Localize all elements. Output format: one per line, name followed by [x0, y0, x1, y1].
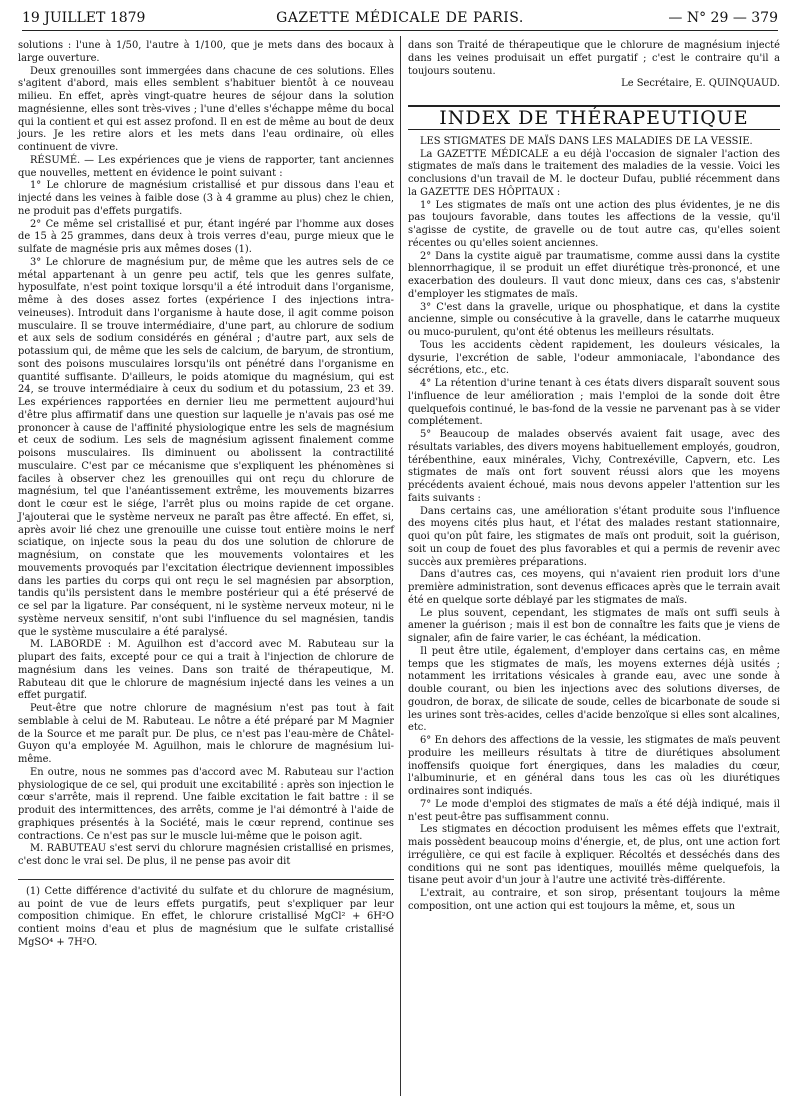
right-column	[408, 40, 780, 914]
paragraph: 3° C'est dans la gravelle, urique ou phosphatique, et dans la cystite ancienne, simple ou consécutive à la gravelle, dans le catarrhe muqueux ou muco-purulent, qu'ont été obtenus les meilleurs résultats.	[408, 301, 780, 338]
paragraph: En outre, nous ne sommes pas d'accord avec M. Rabuteau sur l'action physiologique de ce sel, qui produit une excitabilité : après son injection le cœur s'arrête, mais il reprend. Une faible excitation le fait battre : il se produit des intermittences, des arrêts, comme je l'ai démontré à l'aide de graphiques présentés à la Société, mais le cœur reprend, continue ses contractions. Ce n'est pas sur le muscle lui-même que le poison agit.	[18, 766, 394, 842]
paragraph: Peut-être que notre chlorure de magnésium n'est pas tout à fait semblable à celui de M. Rabuteau. Le nôtre a été préparé par M Magnier de la Source et me paraît pur. De plus, ce n'est pas l'eau-mère de Châtel-Guyon qu'a employée M. Aguilhon, mais le chlorure de magnésium lui-même.	[18, 703, 394, 765]
paragraph: 6° En dehors des affections de la vessie, les stigmates de maïs peuvent produire les meilleurs résultats à titre de diurétiques absolument inoffensifs quoique fort énergiques, dans les maladies du cœur, l'albuminurie, et en général dans tous les cas où les diurétiques ordinaires sont indiqués.	[408, 735, 780, 797]
paragraph: 2° Dans la cystite aiguë par traumatisme, comme aussi dans la cystite blennorrhagique, il se produit un effet diurétique très-prononcé, et une exacerbation des douleurs. Il vaut donc mieux, dans ces cas, s'abstenir d'employer les stigmates de maïs.	[408, 250, 780, 300]
paragraph: Deux grenouilles sont immergées dans chacune de ces solutions. Elles s'agitent d'abord, mais elles semblent s'habituer bientôt à ce nouveau milieu. En effet, après vingt-quatre heures de séjour dans la solution magnésienne, elles sont très-vives ; l'une d'elles s'échappe même du bocal qui la contient et qui est assez profond. Il en est de même au bout de deux jours. Je les retire alors et les mets dans l'eau ordinaire, où elles continuent de vivre.	[18, 65, 394, 153]
paragraph: Dans d'autres cas, ces moyens, qui n'avaient rien produit lors d'une première administration, sont devenus efficaces après que le terrain avait été en quelque sorte déblayé par les stigmates de maïs.	[408, 569, 780, 606]
header-issue: — N° 29 — 379	[668, 10, 778, 26]
paragraph: Dans certains cas, une amélioration s'étant produite sous l'influence des moyens cités plus haut, et l'état des malades restant stationnaire, quoi qu'on pût faire, les stigmates de maïs ont produit, soit la guérison, soit un coup de fouet des plus favorables et qui a permis de revenir avec succès aux premières préparations.	[408, 505, 780, 568]
paragraph: 5° Beaucoup de malades observés avaient fait usage, avec des résultats variables, des divers moyens habituellement employés, goudron, térébenthine, eaux minérales, Vichy, Contrexéville, Capvern, etc. Les stigmates de maïs ont fort souvent réussi alors que les moyens précédents avaient échoué, mais nous devons appeler l'attention sur les faits suivants :	[408, 429, 780, 504]
paragraph: 7° Le mode d'emploi des stigmates de maïs a été déjà indiqué, mais il n'est peut-être pas suffisamment connu.	[408, 798, 780, 823]
paragraph: 1° Les stigmates de maïs ont une action des plus évidentes, je ne dis pas toujours favorable, dans toutes les affections de la vessie, qu'il s'agisse de cystite, de gravelle ou de tout autre cas, qu'elles soient récentes ou qu'elles soient anciennes.	[408, 199, 780, 249]
paragraph: 4° La rétention d'urine tenant à ces états divers disparaît souvent sous l'influence de leur amélioration ; mais l'emploi de la sonde doit être quelquefois continué, le bas-fond de la vessie ne parvenant pas à se vider complétement.	[408, 378, 780, 428]
paragraph: M. LABORDE : M. Aguilhon est d'accord avec M. Rabuteau sur la plupart des faits, excepté pour ce qui a trait à l'injection de chlorure de magnésium dans les veines. Dans son traité de thérapeutique, M. Rabuteau dit que le chlorure de magnésium injecté dans les veines a un effet purgatif.	[18, 639, 394, 702]
paragraph: 2° Ce même sel cristallisé et pur, étant ingéré par l'homme aux doses de 15 à 25 grammes, dans deux à trois verres d'eau, purge mieux que le sulfate de magnésie pris aux mêmes doses (1).	[18, 218, 394, 255]
left-column	[18, 40, 394, 950]
column-divider	[400, 36, 401, 1096]
paragraph: L'extrait, au contraire, et son sirop, présentant toujours la même composition, ont une action qui est toujours la même, et, sous un	[408, 888, 780, 912]
header-title: GAZETTE MÉDICALE DE PARIS.	[276, 10, 524, 26]
paragraph: solutions : l'une à 1/50, l'autre à 1/100, que je mets dans des bocaux à large ouverture.	[18, 40, 394, 64]
signature: Le Secrétaire, E. QUINQUAUD.	[621, 78, 780, 90]
paragraph: M. RABUTEAU s'est servi du chlorure magnésien cristallisé en prismes, c'est donc le vrai sel. De plus, il ne pense pas avoir dit	[18, 843, 394, 867]
page-header	[22, 8, 778, 31]
header-date: 19 JUILLET 1879	[22, 10, 146, 26]
section-title: INDEX DE THÉRAPEUTIQUE	[408, 105, 780, 130]
footnotes	[18, 879, 394, 950]
paragraph: Il peut être utile, également, d'employer dans certains cas, en même temps que les stigmates de maïs, les moyens externes déjà usités ; notamment les irritations vésicales à grande eau, avec une sonde à double courant, ou bien les injections avec des solutions diverses, de goudron, de borax, de silicate de soude, celles de bicarbonate de soude si les urines sont très-acides, celles d'acide benzoïque si elles sont alcalines, etc.	[408, 645, 780, 734]
paragraph: 3° Le chlorure de magnésium pur, de même que les autres sels de ce métal appartenant à un genre peu actif, tels que les genres sulfate, hyposulfate, n'est point toxique lorsqu'il a été introduit dans l'organisme, même à des doses assez fortes (expérience I des injections intra-veineuses). Introduit dans l'organisme à haute dose, il agit comme poison musculaire. Il se trouve intermédiaire, d'une part, au chlorure de sodium et aux sels de sodium considérés en général ; d'autre part, aux sels de potassium qui, de même que les sels de calcium, de baryum, de strontium, sont des poisons musculaires lorsqu'ils ont pénétré dans l'organisme en quantité suffisante. D'ailleurs, le poids atomique du magnésium, qui est 24, se trouve intermédiaire à ceux du sodium et du potassium, 23 et 39. Les expériences rapportées en dernier lieu me permettent aujourd'hui d'être plus affirmatif dans une question sur laquelle je n'avais pas osé me prononcer à cause de l'affinité physiologique entre les sels de magnésium et ceux de sodium. Les sels de magnésium agissent finalement comme poisons musculaires. Ils diminuent ou abolissent la contractilité musculaire. C'est par ce mécanisme que s'expliquent les phénomènes si faciles à observer chez les grenouilles qui ont reçu du chlorure de magnésium, tel que l'anéantissement extrême, les mouvements bizarres dont le cœur est le siége, l'arrêt plus ou moins rapide de cet organe. J'ajouterai que le système nerveux ne paraît pas être affecté. En effet, si, après avoir lié chez une grenouille une cuisse tout entière moins le nerf sciatique, on injecte sous la peau du dos une solution de chlorure de magnésium, on constate que les mouvements volontaires et les mouvements provoqués par l'excitation électrique deviennent impossibles dans les parties du corps qui ont reçu le sel magnésien par absorption, tandis qu'ils persistent dans le membre postérieur qui a été préservé de ce sel par la ligature. Par conséquent, ni le système nerveux moteur, ni le système nerveux sensitif, n'ont subi l'influence du sel magnésien, tandis que le système musculaire a été paralysé.	[18, 256, 394, 638]
paragraph: Le plus souvent, cependant, les stigmates de maïs ont suffi seuls à amener la guérison ; mais il est bon de connaître les faits que je viens de signaler, afin de faire varier, le cas échéant, la médication.	[408, 607, 780, 644]
paragraph: Tous les accidents cèdent rapidement, les douleurs vésicales, la dysurie, l'excrétion de sable, l'odeur ammoniacale, l'abondance des sécrétions, etc., etc.	[408, 339, 780, 377]
paragraph: RÉSUMÉ. — Les expériences que je viens de rapporter, tant anciennes que nouvelles, mettent en évidence le point suivant :	[18, 154, 394, 179]
paragraph: 1° Le chlorure de magnésium cristallisé et pur dissous dans l'eau et injecté dans les veines à faible dose (3 à 4 gramme au plus) chez le chien, ne produit pas d'effets purgatifs.	[18, 180, 394, 217]
paragraph: La GAZETTE MÉDICALE a eu déjà l'occasion de signaler l'action des stigmates de maïs dans le traitement des maladies de la vessie. Voici les conclusions d'un travail de M. le docteur Dufau, publié récemment dans la GAZETTE DES HÔPITAUX :	[408, 148, 780, 198]
footnote: (1) Cette différence d'activité du sulfate et du chlorure de magnésium, au point de vue de leurs effets purgatifs, peut s'expliquer par leur composition chimique. En effet, le chlorure cristallisé MgCl² + 6H²O contient moins d'eau et plus de magnésium que le sulfate cristallisé MgSO⁴ + 7H²O.	[18, 885, 394, 948]
paragraph: Les stigmates en décoction produisent les mêmes effets que l'extrait, mais possèdent beaucoup moins d'énergie, et, de plus, ont une action fort irrégulière, ce qui est facile à expliquer. Récoltés et desséchés dans des conditions qui ne sont pas identiques, mouillés même quelquefois, la tisane peut avoir d'un jour à l'autre une activité très-différente.	[408, 824, 780, 887]
section-subtitle: LES STIGMATES DE MAÏS DANS LES MALADIES DE LA VESSIE.	[420, 135, 753, 147]
paragraph: dans son Traité de thérapeutique que le chlorure de magnésium injecté dans les veines produisait un effet purgatif ; c'est le contraire qu'il a toujours soutenu.	[408, 40, 780, 77]
